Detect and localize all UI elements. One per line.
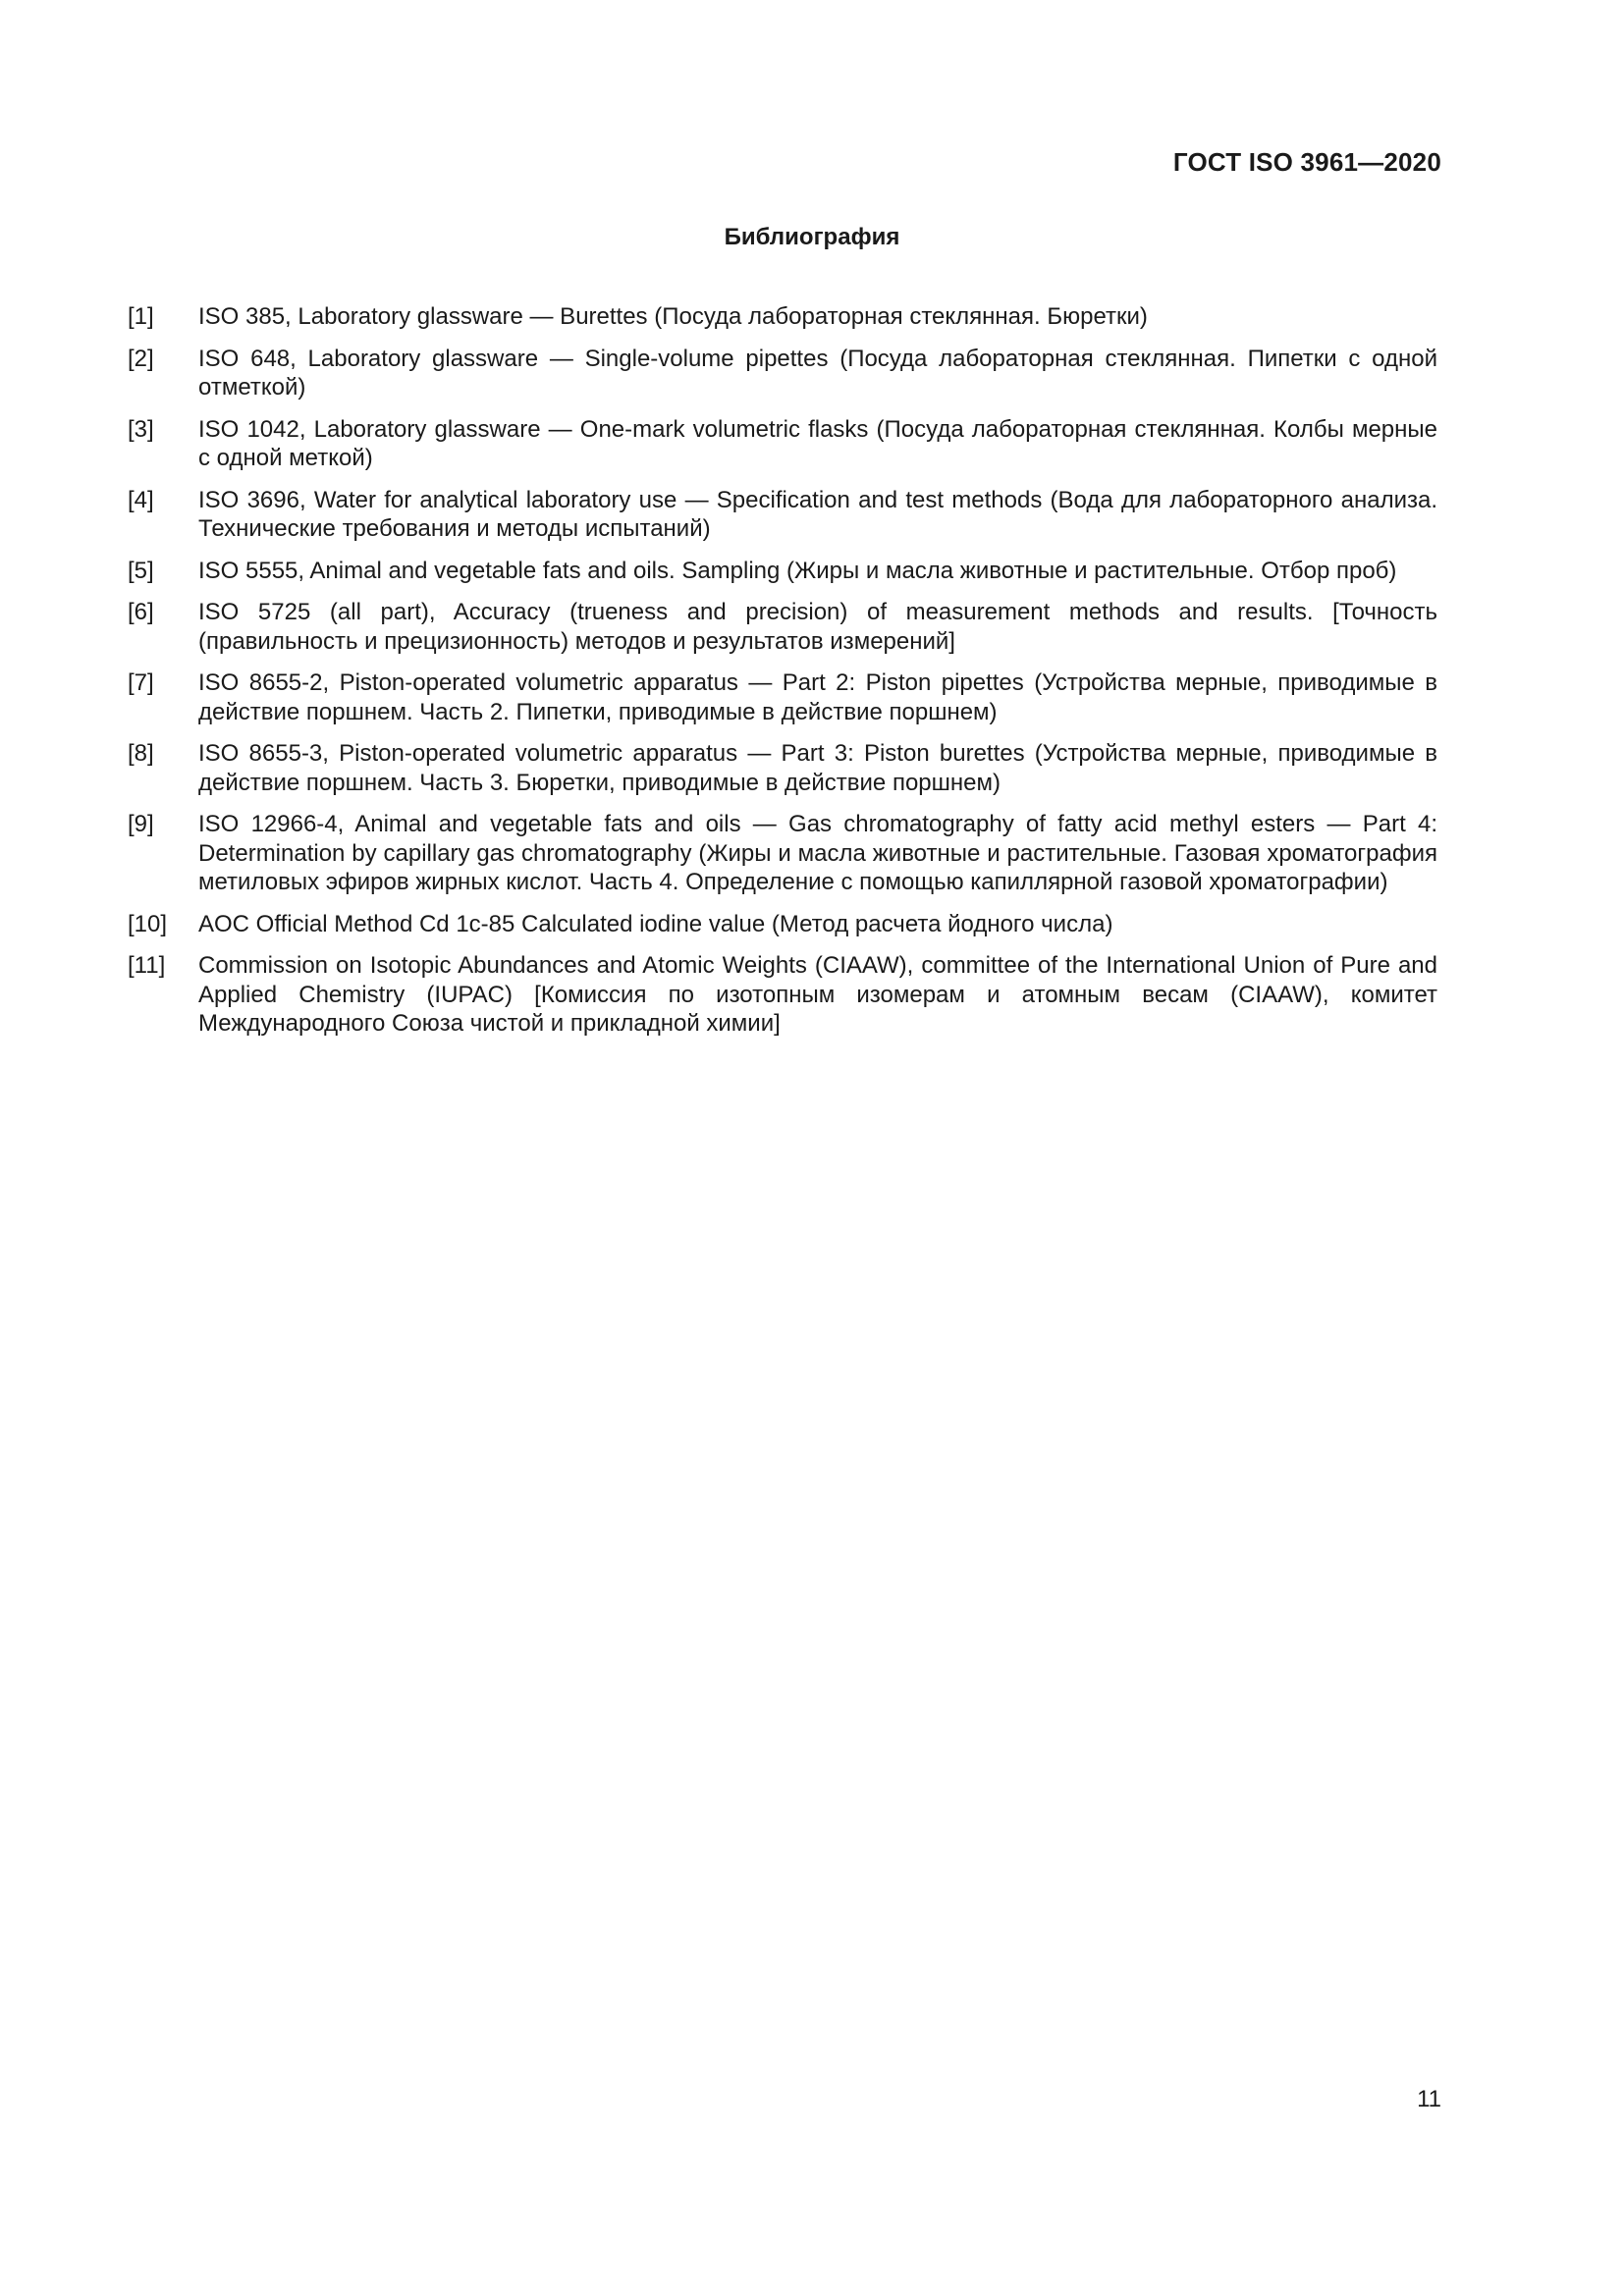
reference-number: [11]	[128, 952, 166, 979]
reference-number: [3]	[128, 415, 154, 443]
reference-number: [9]	[128, 811, 154, 837]
reference-text: ISO 3696, Water for analytical laboratory use — Specification and test methods (Вода для лабораторного анализа. Технические требования и методы испытаний)	[198, 486, 1437, 542]
reference-text: ISO 385, Laboratory glassware — Burettes (Посуда лабораторная стеклянная. Бюретки)	[198, 303, 1148, 330]
reference-text: ISO 5725 (all part), Accuracy (trueness and precision) of measurement methods and results. [Точность (правильность и прецизионность) методов и результатов измерений]	[198, 599, 1437, 655]
bibliography-item	[128, 415, 1437, 473]
document-header: ГОСТ ISO 3961—2020	[1172, 147, 1441, 177]
bibliography-item	[128, 910, 1437, 939]
bibliography-list	[128, 302, 1437, 1051]
bibliography-item	[128, 302, 1437, 332]
bibliography-item	[128, 486, 1437, 544]
reference-text: ISO 5555, Animal and vegetable fats and oils. Sampling (Жиры и масла животные и растительные. Отбор проб)	[198, 557, 1397, 584]
reference-text: Commission on Isotopic Abundances and Atomic Weights (CIAAW), committee of the International Union of Pure and Applied Chemistry (IUPAC) [Комиссия по изотопным изомерам и атомным весам (CIAAW), комитет Международного Союза чистой и прикладной химии]	[198, 952, 1437, 1037]
reference-number: [2]	[128, 345, 154, 372]
reference-text: ISO 648, Laboratory glassware — Single-volume pipettes (Посуда лабораторная стеклянная. Пипетки с одной отметкой)	[198, 345, 1437, 400]
reference-number: [10]	[128, 910, 168, 937]
reference-text: ISO 12966-4, Animal and vegetable fats and oils — Gas chromatography of fatty acid methyl esters — Part 4: Determination by capillary gas chromatography (Жиры и масла животные и растительные. Газовая хроматография метиловых эфиров жирных кислот. Часть 4. Определение с помощью капиллярной газовой хроматографии)	[198, 811, 1437, 895]
reference-number: [7]	[128, 669, 154, 696]
reference-text: ISO 8655-2, Piston-operated volumetric apparatus — Part 2: Piston pipettes (Устройства мерные, приводимые в действие поршнем. Часть 2. Пипетки, приводимые в действие поршнем)	[198, 669, 1437, 725]
page-number: 11	[1417, 2086, 1441, 2112]
bibliography-item	[128, 810, 1437, 897]
reference-number: [4]	[128, 486, 154, 513]
reference-text: ISO 1042, Laboratory glassware — One-mark volumetric flasks (Посуда лабораторная стеклянная. Колбы мерные с одной меткой)	[198, 415, 1437, 471]
reference-text: ISO 8655-3, Piston-operated volumetric apparatus — Part 3: Piston burettes (Устройства мерные, приводимые в действие поршнем. Часть 3. Бюретки, приводимые в действие поршнем)	[198, 740, 1437, 796]
reference-number: [8]	[128, 740, 154, 767]
reference-number: [6]	[128, 599, 154, 625]
bibliography-item	[128, 557, 1437, 586]
bibliography-item	[128, 951, 1437, 1039]
section-title: Библиография	[724, 224, 900, 250]
reference-text: AOC Official Method Cd 1c-85 Calculated iodine value (Метод расчета йодного числа)	[198, 910, 1113, 937]
reference-number: [1]	[128, 303, 154, 330]
bibliography-item	[128, 739, 1437, 797]
bibliography-item	[128, 598, 1437, 656]
bibliography-item	[128, 345, 1437, 402]
reference-number: [5]	[128, 557, 154, 584]
bibliography-item	[128, 668, 1437, 726]
